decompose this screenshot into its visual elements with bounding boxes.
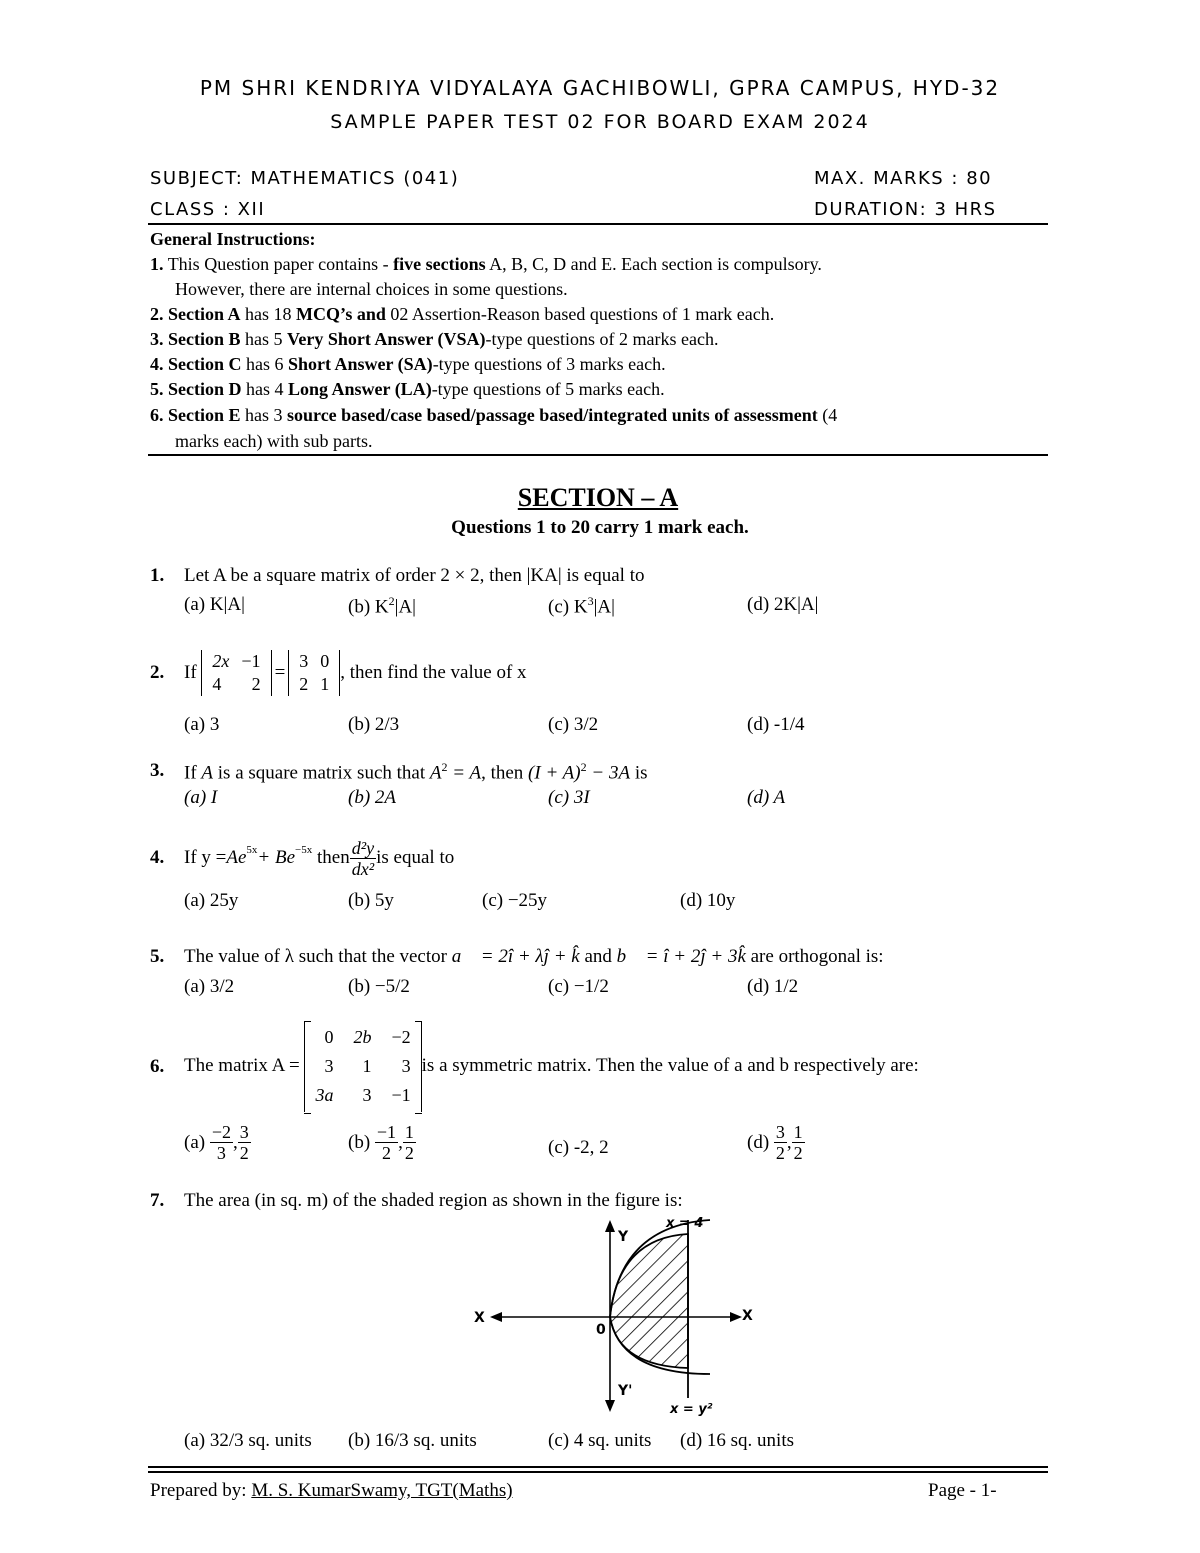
q7-label-parabola: x = y² xyxy=(670,1402,713,1417)
q6-option-a: (a) $\frac{-2}{3}$ , $\frac{3}{2}$ xyxy=(184,1122,249,1163)
school-title: PM SHRI KENDRIYA VIDYALAYA GACHIBOWLI, GPRA CAMPUS, HYD-32 xyxy=(199,76,1001,100)
q6-option-d: (d) $\frac{3}{2}$ , $\frac{1}{2}$ xyxy=(747,1122,803,1163)
instruction-2: 2. Section A has 18 MCQ’s and 02 Assertion-Reason based questions of 1 mark each. xyxy=(150,304,775,324)
q4-option-b: (b) 5y xyxy=(348,890,394,911)
instruction-1: 1. This Question paper contains - five sections A, B, C, D and E. Each section is compulsory. xyxy=(150,254,822,274)
q7-option-b: (b) 16/3 sq. units xyxy=(348,1430,477,1451)
q1-text: Let A be a square matrix of order 2 × 2, then |KA| is equal to xyxy=(184,565,645,586)
q3-text: If A is a square matrix such that $A^2 = A$, then $(I + A)^2 - 3A$ is xyxy=(184,760,648,784)
q5-option-b: (b) −5/2 xyxy=(348,976,410,997)
q2-option-c: (c) 3/2 xyxy=(548,714,599,735)
q5-option-a: (a) 3/2 xyxy=(184,976,235,997)
q1-option-c: (c) $K^3|A|$ xyxy=(548,594,615,618)
q7-option-c: (c) 4 sq. units xyxy=(548,1430,652,1451)
q6-number: 6. xyxy=(150,1056,165,1077)
q2-option-b: (b) 2/3 xyxy=(348,714,400,735)
q1-number: 1. xyxy=(150,565,165,586)
class: CLASS : XII xyxy=(150,199,266,220)
q6-option-b: (b) $\frac{-1}{2}$ , $\frac{1}{2}$ xyxy=(348,1122,414,1163)
q7-text: The area (in sq. m) of the shaded region as shown in the figure is: xyxy=(184,1190,683,1211)
q4-option-d: (d) 10y xyxy=(680,890,736,911)
q2-determinant-right: 3 0 2 1 xyxy=(288,650,340,696)
q1-option-b: (b) $K^2|A|$ xyxy=(348,594,416,618)
instructions-rule xyxy=(148,454,1048,456)
q7-label-origin: 0 xyxy=(596,1322,606,1338)
q7-label-x-right: X xyxy=(742,1308,753,1324)
q2-option-d: (d) -1/4 xyxy=(747,714,805,735)
duration: DURATION: 3 HRS xyxy=(814,199,997,220)
footer-rule-bottom xyxy=(148,1471,1048,1473)
q6-matrix: 0 2b −2 3 1 3 3a 3 −1 xyxy=(304,1021,421,1112)
q4-number: 4. xyxy=(150,847,165,868)
header-rule xyxy=(148,223,1048,225)
instruction-3: 3. Section B has 5 Very Short Answer (VSA)-type questions of 2 marks each. xyxy=(150,329,719,349)
instruction-1-line2: However, there are internal choices in some questions. xyxy=(175,279,568,299)
q3-option-c: (c) 3I xyxy=(548,787,590,808)
q2-number: 2. xyxy=(150,662,165,683)
q7-shaded-region xyxy=(610,1234,688,1368)
q3-option-d: (d) A xyxy=(747,787,786,808)
footer-author: M. S. KumarSwamy, TGT(Maths) xyxy=(251,1480,513,1501)
section-title: SECTION – A xyxy=(517,483,679,512)
instruction-4: 4. Section C has 6 Short Answer (SA)-type questions of 3 marks each. xyxy=(150,354,666,374)
q7-label-x4: x = 4 xyxy=(666,1216,704,1231)
q1-option-d: (d) 2K|A| xyxy=(747,594,819,615)
instruction-6: 6. Section E has 3 source based/case based/passage based/integrated units of assessment (4 xyxy=(150,405,838,425)
q7-label-x-left: X xyxy=(474,1310,485,1326)
instructions-title: General Instructions: xyxy=(150,229,316,249)
q1-option-a: (a) K|A| xyxy=(184,594,245,615)
footer-prepared: Prepared by: M. S. KumarSwamy, TGT(Maths) xyxy=(150,1480,513,1501)
q5-option-d: (d) 1/2 xyxy=(747,976,799,997)
instruction-6-line2: marks each) with sub parts. xyxy=(175,431,373,451)
q2-text: If 2x −1 4 2 = 3 0 2 1 , then find the value of x xyxy=(184,651,527,694)
exam-title: SAMPLE PAPER TEST 02 FOR BOARD EXAM 2024 xyxy=(330,111,870,133)
footer-rule-top xyxy=(148,1466,1048,1468)
q4-text: If y = Ae $^{5x}$ + Be $^{-5x}$ then $\frac{\text{d²y}}{\text{dx²}}$ is equal to xyxy=(184,837,455,879)
q4-option-c: (c) −25y xyxy=(482,890,548,911)
subject: SUBJECT: MATHEMATICS (041) xyxy=(150,168,460,189)
q5-option-c: (c) −1/2 xyxy=(548,976,609,997)
q7-label-y: Y xyxy=(618,1229,629,1245)
q5-number: 5. xyxy=(150,946,165,967)
q6-option-c: (c) -2, 2 xyxy=(548,1137,609,1158)
max-marks: MAX. MARKS : 80 xyxy=(814,168,993,189)
q7-figure xyxy=(460,1208,780,1430)
q3-option-b: (b) 2A xyxy=(348,787,397,808)
q3-option-a: (a) I xyxy=(184,787,218,808)
q5-text: The value of λ such that the vector a⃗ = 2î + λĵ + k̂ and b⃗ = î + 2ĵ + 3k̂ are orthogonal is: xyxy=(184,946,884,967)
q7-number: 7. xyxy=(150,1190,165,1211)
instruction-5: 5. Section D has 4 Long Answer (LA)-type questions of 5 marks each. xyxy=(150,379,665,399)
section-subtitle: Questions 1 to 20 carry 1 mark each. xyxy=(451,517,749,538)
q6-text: The matrix A = 0 2b −2 3 1 3 3a 3 −1 is a symmetric matrix. Then the value of a and b respectively are: xyxy=(184,1016,919,1116)
q2-determinant-left: 2x −1 4 2 xyxy=(201,650,271,696)
q7-label-y-prime: Y' xyxy=(618,1383,633,1399)
q4-derivative-fraction: $\frac{\text{d²y}}{\text{dx²}}$ xyxy=(351,837,375,879)
q7-option-a: (a) 32/3 sq. units xyxy=(184,1430,312,1451)
q7-option-d: (d) 16 sq. units xyxy=(680,1430,794,1451)
footer-page: Page - 1- xyxy=(928,1480,997,1501)
q3-number: 3. xyxy=(150,760,165,781)
q2-option-a: (a) 3 xyxy=(184,714,220,735)
q4-option-a: (a) 25y xyxy=(184,890,239,911)
